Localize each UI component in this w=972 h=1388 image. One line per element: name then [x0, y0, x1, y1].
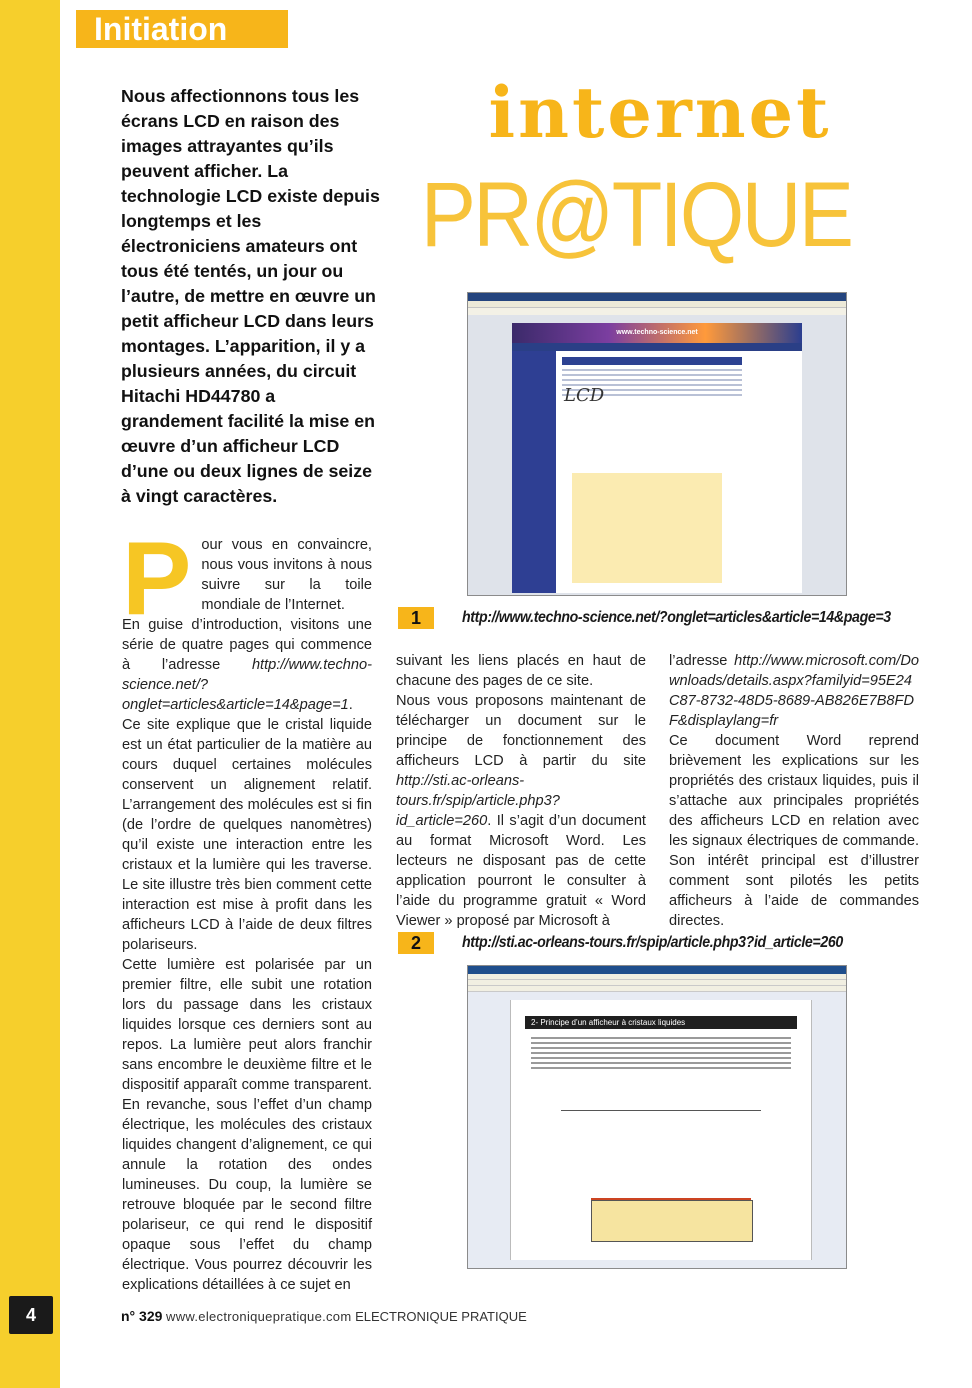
- drop-cap: P: [122, 521, 192, 637]
- url-link[interactable]: http://www.microsoft.com/Downloads/details.aspx?familyid=95E24C87-8732-48D5-8689-AB826E7B8FDF&displaylang=fr: [669, 653, 919, 729]
- website-section-header: [562, 357, 742, 365]
- caption-number: 2: [398, 932, 434, 954]
- paragraph-text: . Il s’agit d’un document au format Microsoft Word. Les lecteurs ne disposant pas de cette application pourront le consulter à l’aide du programme gratuit « Word Viewer » proposé par Microsoft à: [396, 813, 646, 929]
- article-column-1: [122, 521, 372, 1295]
- browser-titlebar: [468, 293, 846, 301]
- caption-1: [398, 607, 928, 629]
- left-accent-bar: [0, 0, 60, 1388]
- paragraph-text: l’adresse: [669, 653, 735, 669]
- issue-number: n° 329: [121, 1308, 163, 1324]
- paragraph: [396, 691, 646, 931]
- website-banner: www.techno-science.net: [512, 323, 802, 343]
- word-toolbar: [468, 986, 846, 992]
- url-link[interactable]: http://www.techno-science.net/?onglet=articles&article=14&page=1: [122, 657, 372, 713]
- website-page: [512, 323, 802, 593]
- title-internet: internet: [488, 71, 832, 154]
- paragraph-text: En guise d’introduction, visitons une série de quatre pages qui commence à l’adresse: [122, 617, 372, 673]
- article-column-2: [396, 651, 646, 931]
- browser-menubar: [468, 301, 846, 308]
- paragraph-text: our vous en convaincre, nous vous invitons à nous suivre sur la toile mondiale de l’Internet.: [201, 537, 372, 613]
- caption-number: 1: [398, 607, 434, 629]
- footer-magazine: ELECTRONIQUE PRATIQUE: [355, 1309, 527, 1324]
- caption-url: http://sti.ac-orleans-tours.fr/spip/article.php3?id_article=260: [462, 934, 843, 951]
- lcd-cross-section: [591, 1200, 753, 1242]
- caption-url: http://www.techno-science.net/?onglet=articles&article=14&page=3: [462, 609, 891, 626]
- word-page: [510, 1000, 812, 1260]
- paragraph: Ce document Word reprend brièvement les explications sur les propriétés des cristaux liquides, puis il s’attache aux principales propriétés des afficheurs LCD en relation avec les signaux électriques de commande. Son intérêt principal est d’illustrer comment sont pilotés les petits afficheurs à l’aide de commandes directes.: [669, 733, 919, 929]
- footer: [121, 1308, 527, 1324]
- word-titlebar: [468, 966, 846, 974]
- url-link[interactable]: http://sti.ac-orleans-tours.fr/spip/article.php3?id_article=260: [396, 773, 560, 829]
- website-nav: [512, 343, 802, 351]
- intro-paragraph: Nous affectionnons tous les écrans LCD en raison des images attrayantes qu’ils peuvent afficher. La technologie LCD existe depuis longtemps et les électroniciens amateurs ont tous été tentés, un jour ou l’autre, de mettre en œuvre un petit afficheur LCD dans leurs montages. L’apparition, il y a plusieurs années, du circuit Hitachi HD44780 a grandement facilité la mise en œuvre d’un afficheur LCD d’une ou deux lignes de seize à vingt caractères.: [121, 86, 380, 506]
- document-heading: 2- Principe d’un afficheur à cristaux liquides: [525, 1016, 797, 1029]
- article-column-3: [669, 651, 919, 931]
- lcd-schematic: [561, 1110, 761, 1171]
- browser-addressbar: [468, 308, 846, 315]
- paragraph: [669, 651, 919, 731]
- paragraph: [122, 615, 372, 955]
- paragraph-text: Nous vous proposons maintenant de télécharger un document sur le principe de fonctionnement des afficheurs LCD à partir du site: [396, 693, 646, 769]
- screenshot-word-document: [467, 965, 847, 1269]
- lcd-logo: LCD: [564, 385, 605, 406]
- section-label: Initiation: [76, 10, 288, 48]
- screenshot-techno-science: [467, 292, 847, 596]
- page-number: 4: [9, 1296, 53, 1334]
- paragraph: suivant les liens placés en haut de chacune des pages de ce site.: [396, 653, 646, 689]
- website-left-sidebar: [512, 351, 556, 593]
- paragraph: Cette lumière est polarisée par un premier filtre, elle subit une rotation lors du passage dans les cristaux liquides lorsque ces derniers sont au repos. La lumière peut alors franchir sans encombre le deuxième filtre et le dispositif apparaît comme transparent. En revanche, sous l’effet d’un champ électrique, les molécules des cristaux liquides changent d’alignement, ce qui annule la rotation des ondes lumineuses. Du coup, la lumière se retrouve bloquée par le second filtre polariseur, ce qui rend le dispositif opaque sous l’effet du champ électrique. Vous pourrez découvrir les explications détaillées à ce sujet en: [122, 957, 372, 1293]
- caption-2: [398, 932, 876, 954]
- lcd-diagram: [572, 473, 722, 583]
- title-pratique: PR@TIQUE: [420, 164, 852, 266]
- paragraph-text: . Ce site explique que le cristal liquide est un état particulier de la matière au cours duquel certaines molécules conservent un alignement relatif. L’arrangement des molécules est si fin (de l’ordre de quelques nanomètres) qu’il existe une interaction entre les cristaux et la lumière qui les traverse. Le site illustre très bien comment cette interaction est mise à profit dans les afficheurs LCD à l’aide de deux filtres polariseurs.: [122, 697, 372, 953]
- document-text-lines: [531, 1037, 791, 1069]
- footer-website: www.electroniquepratique.com: [166, 1309, 352, 1324]
